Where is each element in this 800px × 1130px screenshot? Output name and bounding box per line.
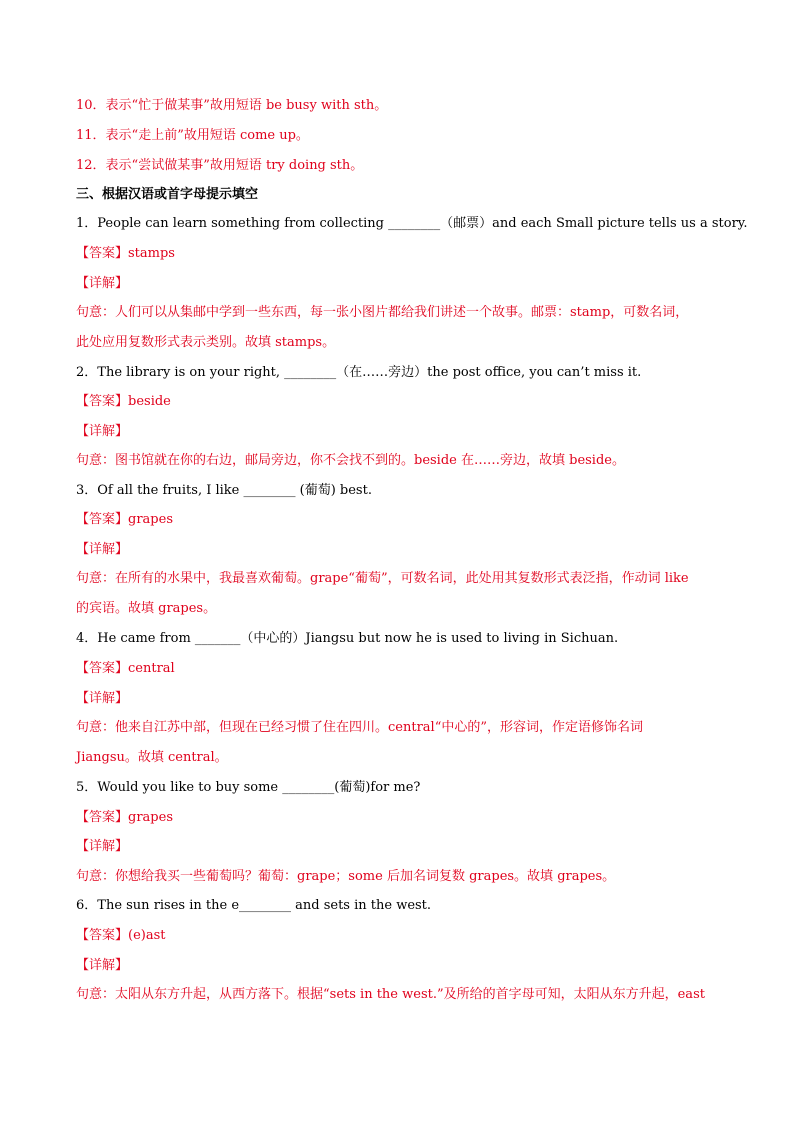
answer-tag: 【答案】 xyxy=(76,661,129,676)
answer-tag: 【答案】 xyxy=(76,246,129,261)
answer-value: (e)ast xyxy=(128,928,166,943)
detail-tag-1: 【详解】 xyxy=(76,276,129,291)
detail-tag-5: 【详解】 xyxy=(76,839,129,854)
answer-6 xyxy=(76,926,730,946)
answer-value: grapes xyxy=(128,512,173,527)
answer-tag: 【答案】 xyxy=(76,394,129,409)
detail-tag-6: 【详解】 xyxy=(76,958,129,973)
question-3: 3．Of all the fruits, I like ________ (葡萄) best. xyxy=(76,483,372,498)
answer-tag: 【答案】 xyxy=(76,928,129,943)
note-10: 10．表示“忙于做某事”故用短语 be busy with sth。 xyxy=(76,98,388,113)
answer-value: grapes xyxy=(128,810,173,825)
detail-3-line-2: 的宾语。故填 grapes。 xyxy=(76,601,217,616)
detail-4-line-2: Jiangsu。故填 central。 xyxy=(76,750,228,765)
detail-1-line-1: 句意：人们可以从集邮中学到一些东西，每一张小图片都给我们讲述一个故事。邮票：stamp，可数名词， xyxy=(76,305,689,320)
question-4: 4．He came from _______（中心的）Jiangsu but now he is used to living in Sichuan. xyxy=(76,631,619,646)
detail-tag-2: 【详解】 xyxy=(76,424,129,439)
question-1: 1．People can learn something from collecting ________（邮票）and each Small picture tells us a story. xyxy=(76,216,748,231)
detail-2-line-1: 句意：图书馆就在你的右边，邮局旁边，你不会找不到的。beside 在……旁边，故填 beside。 xyxy=(76,453,625,468)
detail-6-line-1: 句意：太阳从东方升起，从西方落下。根据“sets in the west.”及所给的首字母可知，太阳从东方升起，east xyxy=(76,987,705,1002)
answer-5 xyxy=(76,808,730,828)
answer-1 xyxy=(76,244,730,264)
detail-tag-3: 【详解】 xyxy=(76,542,129,557)
answer-tag: 【答案】 xyxy=(76,810,129,825)
answer-tag: 【答案】 xyxy=(76,512,129,527)
answer-3 xyxy=(76,510,730,530)
note-12: 12．表示“尝试做某事”故用短语 try doing sth。 xyxy=(76,158,364,173)
question-5: 5．Would you like to buy some ________(葡萄)for me? xyxy=(76,780,421,795)
answer-2 xyxy=(76,392,730,412)
detail-1-line-2: 此处应用复数形式表示类别。故填 stamps。 xyxy=(76,335,336,350)
section-title: 三、根据汉语或首字母提示填空 xyxy=(76,187,259,202)
answer-value: stamps xyxy=(128,246,175,261)
detail-5-line-1: 句意：你想给我买一些葡萄吗？葡萄：grape；some 后加名词复数 grapes。故填 grapes。 xyxy=(76,869,616,884)
detail-tag-4: 【详解】 xyxy=(76,691,129,706)
answer-4 xyxy=(76,659,730,679)
note-11: 11．表示“走上前”故用短语 come up。 xyxy=(76,128,309,143)
question-6: 6．The sun rises in the e________ and sets in the west. xyxy=(76,898,432,913)
detail-3-line-1: 句意：在所有的水果中，我最喜欢葡萄。grape“葡萄”，可数名词，此处用其复数形式表泛指，作动词 like xyxy=(76,571,689,586)
answer-value: beside xyxy=(128,394,171,409)
detail-4-line-1: 句意：他来自江苏中部，但现在已经习惯了住在四川。central“中心的”，形容词，作定语修饰名词 xyxy=(76,720,643,735)
answer-value: central xyxy=(128,661,175,676)
question-2: 2．The library is on your right, ________（在……旁边）the post office, you can’t miss it. xyxy=(76,365,642,380)
